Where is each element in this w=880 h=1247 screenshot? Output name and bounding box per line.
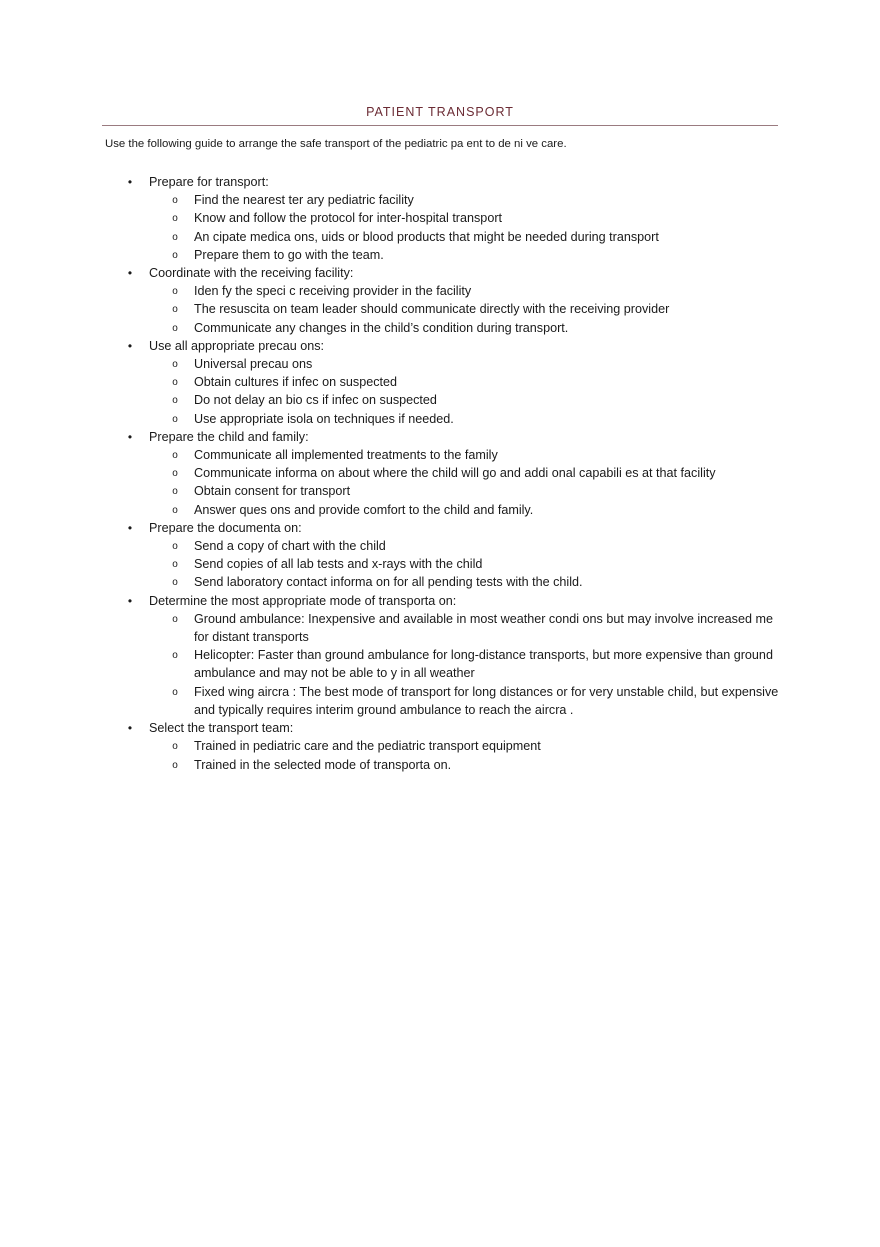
section-heading: Prepare for transport: — [149, 175, 269, 189]
circle-bullet-icon: o — [172, 359, 178, 371]
bullet-icon: • — [127, 721, 133, 736]
section-sublist — [149, 355, 789, 428]
sub-item — [172, 355, 789, 373]
circle-bullet-icon: o — [172, 377, 178, 389]
sub-item — [172, 191, 789, 209]
section-sublist — [149, 610, 789, 719]
sub-item — [172, 300, 789, 318]
sub-item — [172, 209, 789, 227]
bullet-icon: • — [127, 266, 133, 281]
sub-item-text: Use appropriate isola on techniques if needed. — [194, 411, 454, 426]
circle-bullet-icon: o — [172, 413, 178, 425]
sub-item — [172, 610, 789, 646]
sub-item-text: Find the nearest ter ary pediatric facility — [194, 193, 414, 208]
section-item — [127, 173, 789, 264]
circle-bullet-icon: o — [172, 541, 178, 553]
sub-item-text: Universal precau ons — [194, 357, 313, 372]
sub-item — [172, 683, 789, 719]
circle-bullet-icon: o — [172, 686, 178, 698]
section-heading: Determine the most appropriate mode of transporta on: — [149, 593, 457, 608]
sub-item-text: Trained in the selected mode of transporta on. — [194, 757, 452, 772]
sub-item — [172, 756, 789, 774]
bullet-icon: • — [127, 175, 133, 189]
section-sublist — [149, 191, 789, 264]
bullet-icon: • — [127, 429, 133, 444]
sub-item — [172, 373, 789, 391]
sub-item-text: Communicate any changes in the child’s condition during transport. — [194, 320, 569, 335]
sub-item-text: Communicate all implemented treatments to the family — [194, 448, 498, 463]
sub-item — [172, 501, 789, 519]
section-item — [127, 264, 789, 337]
circle-bullet-icon: o — [172, 286, 178, 298]
section-item — [127, 428, 789, 519]
sub-item-text: The resuscita on team leader should communicate directly with the receiving provider — [194, 302, 670, 317]
bullet-icon: • — [127, 520, 133, 535]
sub-item-text: Helicopter: Faster than ground ambulance for long-distance transports, but more expensive than ground ambulance and may not be able to y in all weather — [194, 648, 773, 681]
circle-bullet-icon: o — [172, 213, 178, 225]
bullet-icon: • — [127, 593, 133, 608]
sub-item — [172, 737, 789, 755]
section-sublist — [149, 446, 789, 519]
section-heading: Coordinate with the receiving facility: — [149, 266, 354, 281]
section-heading: Use all appropriate precau ons: — [149, 338, 325, 353]
sub-item — [172, 537, 789, 555]
section-sublist — [149, 537, 789, 592]
circle-bullet-icon: o — [172, 559, 178, 571]
sub-item-text: Send a copy of chart with the child — [194, 539, 386, 554]
sub-item — [172, 446, 789, 464]
section-item — [127, 592, 789, 719]
sub-item-text: Know and follow the protocol for inter-hospital transport — [194, 211, 503, 226]
sub-item-text: Trained in pediatric care and the pediatric transport equipment — [194, 739, 541, 754]
sub-item — [172, 573, 789, 591]
sub-item-text: An cipate medica ons, uids or blood products that might be needed during transport — [194, 229, 659, 244]
circle-bullet-icon: o — [172, 249, 178, 261]
circle-bullet-icon: o — [172, 304, 178, 316]
sub-item-text: Answer ques ons and provide comfort to the child and family. — [194, 502, 534, 517]
circle-bullet-icon: o — [172, 486, 178, 498]
transport-guide-list — [127, 173, 789, 774]
section-item — [127, 519, 789, 592]
section-heading: Select the transport team: — [149, 721, 294, 736]
section-sublist — [149, 282, 789, 337]
sub-item — [172, 464, 789, 482]
section-item — [127, 337, 789, 428]
circle-bullet-icon: o — [172, 468, 178, 480]
circle-bullet-icon: o — [172, 231, 178, 243]
sub-item-text: Prepare them to go with the team. — [194, 247, 384, 262]
sub-item — [172, 282, 789, 300]
sub-item — [172, 646, 789, 682]
sub-item-text: Obtain consent for transport — [194, 484, 351, 499]
sub-item-text: Communicate informa on about where the child will go and addi onal capabili es at that facility — [194, 466, 716, 481]
circle-bullet-icon: o — [172, 741, 178, 753]
circle-bullet-icon: o — [172, 195, 178, 207]
circle-bullet-icon: o — [172, 322, 178, 334]
sub-item — [172, 228, 789, 246]
intro-paragraph: Use the following guide to arrange the safe transport of the pediatric pa ent to de ni ve care. — [105, 138, 567, 150]
section-heading: Prepare the child and family: — [149, 429, 309, 444]
circle-bullet-icon: o — [172, 650, 178, 662]
sub-item — [172, 555, 789, 573]
sub-item-text: Ground ambulance: Inexpensive and available in most weather condi ons but may involve increased me for distant transports — [194, 611, 773, 645]
sub-item-text: Send copies of all lab tests and x-rays with the child — [194, 557, 483, 572]
sub-item-text: Do not delay an bio cs if infec on suspected — [194, 393, 437, 408]
section-sublist — [149, 737, 789, 773]
sub-item-text: Obtain cultures if infec on suspected — [194, 375, 398, 390]
sub-item-text: Iden fy the speci c receiving provider in the facility — [194, 284, 472, 299]
sub-item — [172, 482, 789, 500]
sub-item-text: Fixed wing aircra : The best mode of transport for long distances or for very unstable child, but expensive and typically requires interim ground ambulance to reach the aircra . — [194, 684, 779, 717]
section-heading: Prepare the documenta on: — [149, 520, 302, 535]
circle-bullet-icon: o — [172, 577, 178, 589]
sub-item — [172, 410, 789, 428]
sub-item — [172, 391, 789, 409]
circle-bullet-icon: o — [172, 504, 178, 516]
circle-bullet-icon: o — [172, 450, 178, 462]
bullet-icon: • — [127, 338, 133, 353]
circle-bullet-icon: o — [172, 759, 178, 771]
sub-item — [172, 246, 789, 264]
section-item — [127, 719, 789, 774]
page-title: PATIENT TRANSPORT — [366, 105, 514, 119]
circle-bullet-icon: o — [172, 395, 178, 407]
sub-item — [172, 319, 789, 337]
title-divider — [102, 125, 778, 126]
sub-item-text: Send laboratory contact informa on for all pending tests with the child. — [194, 575, 583, 590]
circle-bullet-icon: o — [172, 613, 178, 625]
